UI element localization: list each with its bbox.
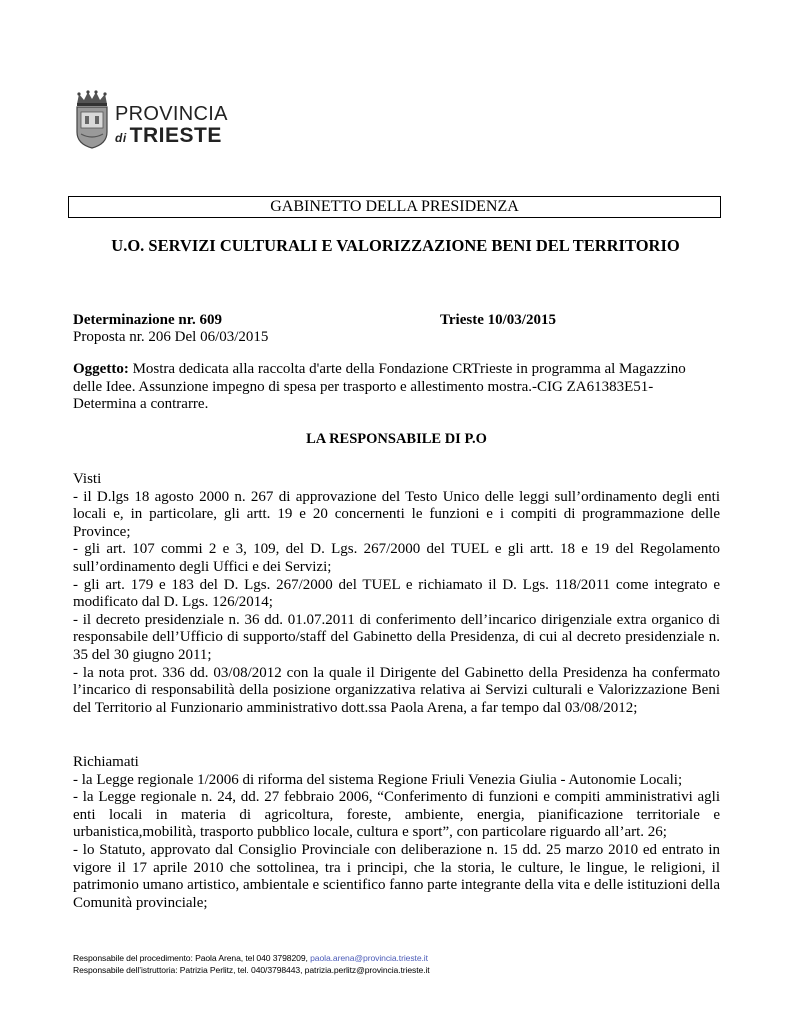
footer-email-link[interactable]: paola.arena@provincia.trieste.it <box>310 953 428 963</box>
provincia-trieste-logo <box>73 90 243 150</box>
cabinet-header: GABINETTO DELLA PRESIDENZA <box>68 196 721 218</box>
visti-item: - il decreto presidenziale n. 36 dd. 01.07.2011 di conferimento dell’incarico dirigenziale extra organico di responsabile dell’Ufficio di supporto/staff del Gabinetto della Presidenza, di cui al decreto presidenziale n. 35 del 30 giugno 2011; <box>73 611 720 663</box>
footer-line-procedure <box>73 952 430 964</box>
place-date: Trieste 10/03/2015 <box>440 312 556 328</box>
richiamati-item: - lo Statuto, approvato dal Consiglio Provinciale con deliberazione n. 15 dd. 25 marzo 2010 ed entrato in vigore il 17 aprile 2010 che sottolinea, tra i principi, che la storia, le culture, le lingue, le religioni, il patrimonio umano artistico, ambientale e scientifico fanno parte integrante della vita e delle istituzioni della Comunità provinciale; <box>73 841 720 911</box>
logo-line-provincia: PROVINCIA <box>115 103 228 125</box>
richiamati-heading: Richiamati <box>73 754 139 770</box>
richiamati-item: - la Legge regionale 1/2006 di riforma del sistema Regione Friuli Venezia Giulia - Autonomie Locali; <box>73 771 683 788</box>
determination-number: Determinazione nr. 609 <box>73 312 223 328</box>
logo-di: di <box>115 131 127 145</box>
visti-item: - la nota prot. 336 dd. 03/08/2012 con la quale il Dirigente del Gabinetto della Presidenza ha confermato l’incarico di responsabilità della posizione organizzativa relativa ai Servizi culturali e Valorizzazione Beni del Territorio al Funzionario amministrativo dott.ssa Paola Arena, a far tempo dal 03/08/2012; <box>73 664 720 716</box>
visti-item: - gli art. 107 commi 2 e 3, 109, del D. Lgs. 267/2000 del TUEL e gli artt. 18 e 19 del Regolamento sull’ordinamento degli Uffici e dei Servizi; <box>73 541 720 575</box>
footer-procedure-text: Responsabile del procedimento: Paola Arena, tel 040 3798209, <box>73 953 311 963</box>
unit-title: U.O. SERVIZI CULTURALI E VALORIZZAZIONE BENI DEL TERRITORIO <box>111 236 680 255</box>
visti-item: - il D.lgs 18 agosto 2000 n. 267 di approvazione del Testo Unico delle leggi sull’ordinamento degli enti locali e, in particolare, gli artt. 19 e 20 concernenti le funzioni e i compiti di programmazione delle Province; <box>73 488 720 540</box>
visti-item: - gli art. 179 e 183 del D. Lgs. 267/2000 del TUEL e richiamato il D. Lgs. 118/2011 come integrato e modificato dal D. Lgs. 126/2014; <box>73 576 720 611</box>
footer-line-instruction: Responsabile dell’istruttoria: Patrizia Perlitz, tel. 040/3798443, patrizia.perlitz@provincia.trieste.it <box>73 965 430 975</box>
coat-of-arms-icon <box>73 90 111 150</box>
visti-heading: Visti <box>73 471 102 487</box>
visti-section <box>73 471 720 717</box>
footer <box>73 952 430 976</box>
richiamati-section <box>73 754 720 912</box>
subject <box>73 361 698 414</box>
logo-line-trieste <box>115 124 222 148</box>
subject-text: Mostra dedicata alla raccolta d'arte della Fondazione CRTrieste in programma al Magazzino delle Idee. Assunzione impegno di spesa per trasporto e allestimento mostra.-CIG ZA61383E51- Determina a contrarre. <box>73 361 686 413</box>
richiamati-item: - la Legge regionale n. 24, dd. 27 febbraio 2006, “Conferimento di funzioni e compiti amministrativi agli enti locali in materia di agricoltura, foreste, ambiente, energia, pianificazione territoriale e urbanistica,mobilità, trasporto pubblico locale, cultura e sport”, con particolare riguardo all’art. 26; <box>73 789 720 841</box>
proposal-number: Proposta nr. 206 Del 06/03/2015 <box>73 329 269 345</box>
subject-label: Oggetto: <box>73 361 129 377</box>
responsible-title: LA RESPONSABILE DI P.O <box>306 431 487 447</box>
logo-trieste: TRIESTE <box>129 124 222 147</box>
